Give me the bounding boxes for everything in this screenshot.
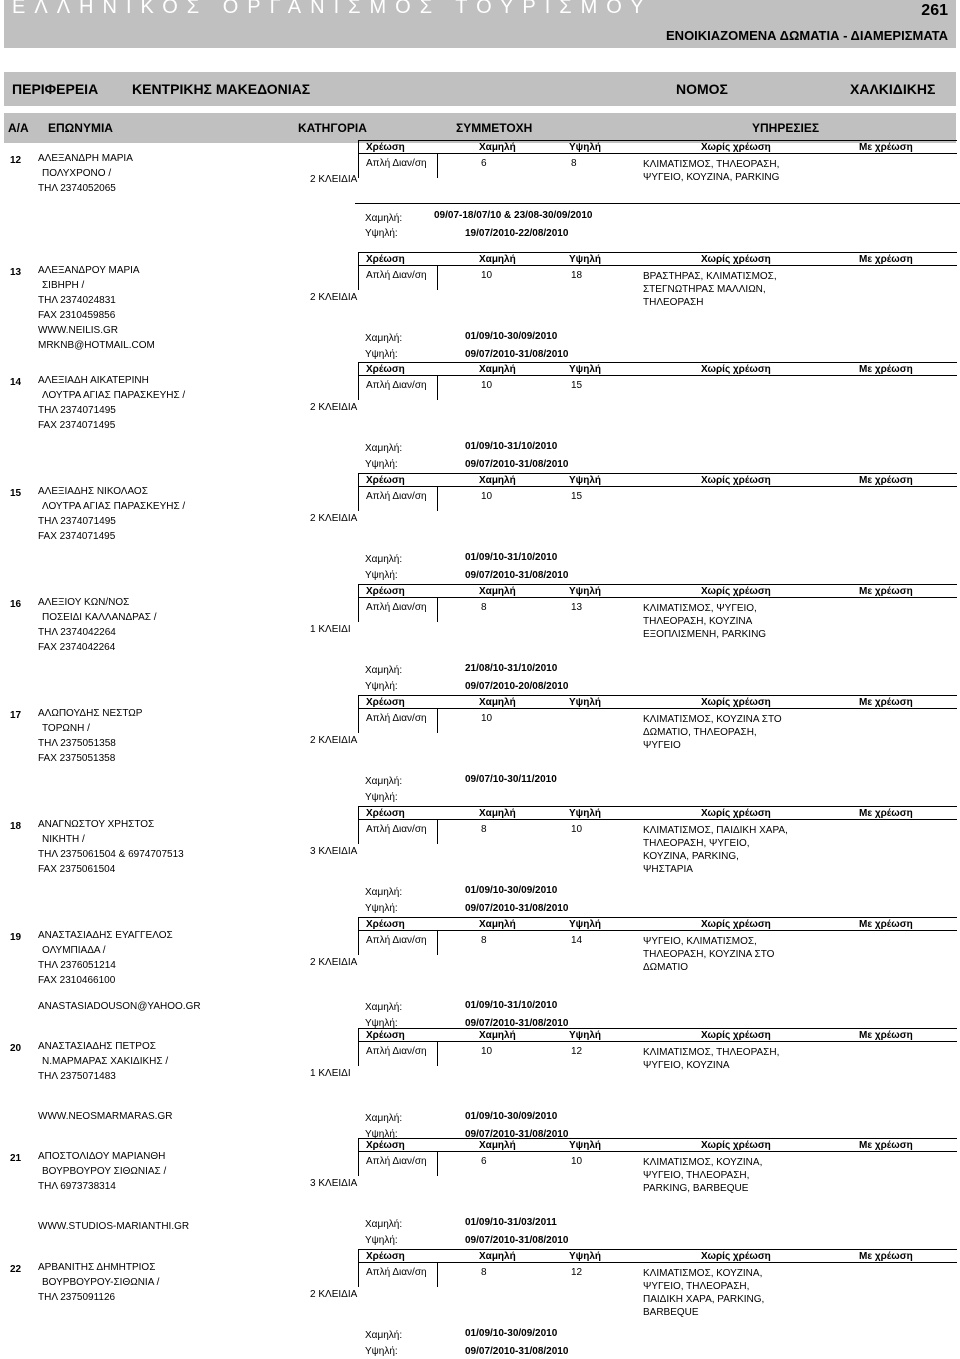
entry-name-line: ΤΟΡΩΝΗ / — [42, 723, 90, 734]
entry-name-line: ΟΛΥΜΠΙΑΔΑ / — [42, 945, 106, 956]
price-divider — [437, 486, 438, 511]
entry-service: ΚΛΙΜΑΤΙΣΜΟΣ, ΚΟΥΖΙΝΑ, — [643, 1157, 763, 1168]
season-high-value: 09/07/2010-31/08/2010 — [465, 570, 569, 581]
entry-service: ΠΑΙΔΙΚΗ ΧΑΡΑ, PARKING, — [643, 1294, 765, 1305]
col-name: ΕΠΩΝΥΜΙΑ — [48, 121, 113, 135]
entry-number: 20 — [10, 1043, 22, 1054]
entry-service: ΨΥΓΕΙΟ, ΤΗΛΕΟΡΑΣΗ, — [643, 1281, 750, 1292]
col-category: ΚΑΤΗΓΟΡΙΑ — [298, 121, 367, 135]
listing-entry — [0, 584, 960, 694]
price-mid-line — [359, 1041, 957, 1042]
entry-rooms: 3 ΚΛΕΙΔΙΑ — [310, 1178, 358, 1189]
season-low-label: Χαμηλή: — [365, 1330, 403, 1341]
season-low-value: 01/09/10-30/09/2010 — [465, 331, 558, 342]
entry-service: ΤΗΛΕΟΡΑΣΗ — [643, 297, 704, 308]
entry-name-line: ΑΝΑΣΤΑΣΙΑΔΗΣ ΕΥΑΓΓΕΛΟΣ — [38, 930, 173, 941]
price-header-no-charge: Χωρίς χρέωση — [701, 808, 771, 819]
price-divider — [437, 375, 438, 400]
entry-name-line: ΑΛΕΞΙΑΔΗΣ ΝΙΚΟΛΑΟΣ — [38, 486, 148, 497]
price-top-line — [359, 917, 957, 918]
page-header-bar — [4, 0, 956, 48]
price-header-low: Χαμηλή — [479, 697, 516, 708]
season-high-label: Υψηλή: — [365, 1129, 398, 1140]
price-low-value: 10 — [481, 380, 493, 391]
section-title: ΕΝΟΙΚΙΑΖΟΜΕΝΑ ΔΩΜΑΤΙΑ - ΔΙΑΜΕΡΙΣΜΑΤΑ — [666, 28, 948, 43]
season-low-label: Χαμηλή: — [365, 1219, 403, 1230]
price-header-charge: Χρέωση — [366, 808, 405, 819]
price-divider — [437, 1151, 438, 1176]
season-low-value: 01/09/10-30/09/2010 — [465, 885, 558, 896]
entry-rooms: 3 ΚΛΕΙΔΙΑ — [310, 846, 358, 857]
price-row-label: Απλή Διαν/ση — [366, 270, 427, 281]
entry-service: ΚΛΙΜΑΤΙΣΜΟΣ, ΤΗΛΕΟΡΑΣΗ, — [643, 159, 780, 170]
price-header-charge: Χρέωση — [366, 697, 405, 708]
price-mid-line — [359, 597, 957, 598]
entry-number: 12 — [10, 155, 22, 166]
price-header-low: Χαμηλή — [479, 808, 516, 819]
nomos-label: ΝΟΜΟΣ — [676, 81, 728, 97]
price-header-with-charge: Με χρέωση — [859, 808, 913, 819]
season-low-value: 01/09/10-31/10/2010 — [465, 441, 558, 452]
listing-entry — [0, 252, 960, 362]
price-header-charge: Χρέωση — [366, 475, 405, 486]
entry-name-line: ΑΛΕΞΑΝΔΡΟΥ ΜΑΡΙΑ — [38, 265, 140, 276]
listing-entry — [0, 140, 960, 250]
season-high-label: Υψηλή: — [365, 681, 398, 692]
entry-service: BARBEQUE — [643, 1307, 699, 1318]
price-header-low: Χαμηλή — [479, 919, 516, 930]
entry-contact: FAX 2374071495 — [38, 420, 116, 431]
price-top-line — [359, 695, 957, 696]
listing-entry — [0, 1138, 960, 1248]
price-header-with-charge: Με χρέωση — [859, 475, 913, 486]
price-header-no-charge: Χωρίς χρέωση — [701, 475, 771, 486]
price-low-value: 6 — [481, 1156, 487, 1167]
price-header-with-charge: Με χρέωση — [859, 919, 913, 930]
price-divider — [437, 708, 438, 733]
entry-rooms: 1 ΚΛΕΙΔΙ — [310, 1068, 351, 1079]
season-high-value: 09/07/2010-31/08/2010 — [465, 1235, 569, 1246]
price-header-low: Χαμηλή — [479, 1251, 516, 1262]
price-low-value: 6 — [481, 158, 487, 169]
entry-rooms: 1 ΚΛΕΙΔΙ — [310, 624, 351, 635]
entry-name-line: Ν.ΜΑΡΜΑΡΑΣ ΧΑΚΙΔΙΚΗΣ / — [42, 1056, 169, 1067]
price-header-no-charge: Χωρίς χρέωση — [701, 364, 771, 375]
price-header-no-charge: Χωρίς χρέωση — [701, 697, 771, 708]
entry-number: 19 — [10, 932, 22, 943]
price-header-charge: Χρέωση — [366, 1030, 405, 1041]
price-header-high: Υψηλή — [569, 697, 601, 708]
price-header-high: Υψηλή — [569, 142, 601, 153]
price-header-high: Υψηλή — [569, 586, 601, 597]
entry-contact: ΤΗΛ 2375071483 — [38, 1071, 116, 1082]
price-row-label: Απλή Διαν/ση — [366, 713, 427, 724]
entry-service: ΔΩΜΑΤΙΟ — [643, 962, 689, 973]
price-high-value: 18 — [571, 270, 583, 281]
price-header-charge: Χρέωση — [366, 364, 405, 375]
season-high-value: 09/07/2010-31/08/2010 — [465, 1018, 569, 1029]
entry-name-line: ΑΛΕΞΙΟΥ ΚΩΝ/ΝΟΣ — [38, 597, 130, 608]
entry-service: ΤΗΛΕΟΡΑΣΗ, ΚΟΥΖΙΝΑ ΣΤΟ — [643, 949, 775, 960]
price-high-value: 12 — [571, 1046, 583, 1057]
listing-entry — [0, 1028, 960, 1138]
price-header-charge: Χρέωση — [366, 254, 405, 265]
entry-contact: ΤΗΛ 2374071495 — [38, 516, 116, 527]
price-header-low: Χαμηλή — [479, 475, 516, 486]
listing-entry — [0, 806, 960, 916]
price-top-line — [359, 806, 957, 807]
season-high-value: 09/07/2010-31/08/2010 — [465, 459, 569, 470]
entry-rooms: 2 ΚΛΕΙΔΙΑ — [310, 957, 358, 968]
entry-name-line: ΛΟΥΤΡΑ ΑΓΙΑΣ ΠΑΡΑΣΚΕΥΗΣ / — [42, 390, 186, 401]
price-top-line — [359, 140, 957, 141]
season-low-label: Χαμηλή: — [365, 213, 403, 224]
price-table — [358, 362, 957, 400]
price-top-line — [359, 1028, 957, 1029]
season-low-label: Χαμηλή: — [365, 887, 403, 898]
entry-number: 15 — [10, 488, 22, 499]
season-high-value: 09/07/2010-20/08/2010 — [465, 681, 569, 692]
season-high-label: Υψηλή: — [365, 349, 398, 360]
price-divider — [437, 153, 438, 178]
price-mid-line — [359, 153, 957, 154]
price-high-value: 10 — [571, 1156, 583, 1167]
season-high-label: Υψηλή: — [365, 1018, 398, 1029]
price-row-label: Απλή Διαν/ση — [366, 491, 427, 502]
price-divider — [437, 930, 438, 955]
entry-contact: FAX 2374042264 — [38, 642, 116, 653]
season-high-value: 19/07/2010-22/08/2010 — [465, 228, 569, 239]
entry-contact: FAX 2375051358 — [38, 753, 116, 764]
season-high-value: 09/07/2010-31/08/2010 — [465, 1346, 569, 1357]
entry-name-line: ΣΙΒΗΡΗ / — [42, 280, 85, 291]
season-high-label: Υψηλή: — [365, 228, 398, 239]
entry-service: ΨΥΓΕΙΟ, ΚΟΥΖΙΝΑ, PARKING — [643, 172, 780, 183]
price-row-label: Απλή Διαν/ση — [366, 824, 427, 835]
price-header-high: Υψηλή — [569, 1030, 601, 1041]
season-high-value: 09/07/2010-31/08/2010 — [465, 349, 569, 360]
price-low-value: 10 — [481, 270, 493, 281]
price-mid-line — [359, 1262, 957, 1263]
entry-name-line: ΑΝΑΓΝΩΣΤΟΥ ΧΡΗΣΤΟΣ — [38, 819, 155, 830]
season-high-value: 09/07/2010-31/08/2010 — [465, 903, 569, 914]
entry-number: 17 — [10, 710, 22, 721]
price-header-low: Χαμηλή — [479, 142, 516, 153]
price-row-label: Απλή Διαν/ση — [366, 602, 427, 613]
column-header — [4, 113, 956, 143]
entry-number: 21 — [10, 1153, 22, 1164]
price-header-high: Υψηλή — [569, 1251, 601, 1262]
price-header-high: Υψηλή — [569, 1140, 601, 1151]
price-header-with-charge: Με χρέωση — [859, 364, 913, 375]
season-low-value: 01/09/10-31/03/2011 — [465, 1217, 557, 1228]
price-row-label: Απλή Διαν/ση — [366, 1156, 427, 1167]
entry-service: ΔΩΜΑΤΙΟ, ΤΗΛΕΟΡΑΣΗ, — [643, 727, 757, 738]
season-low-label: Χαμηλή: — [365, 665, 403, 676]
entry-service: ΕΞΟΠΛΙΣΜΕΝΗ, PARKING — [643, 629, 767, 640]
price-mid-line — [359, 486, 957, 487]
price-top-line — [359, 252, 957, 253]
price-high-value: 10 — [571, 824, 583, 835]
price-mid-line — [359, 375, 957, 376]
season-high-label: Υψηλή: — [365, 792, 398, 803]
entry-service: ΨΥΓΕΙΟ, ΚΟΥΖΙΝΑ — [643, 1060, 730, 1071]
price-header-no-charge: Χωρίς χρέωση — [701, 586, 771, 597]
price-top-line — [359, 1138, 957, 1139]
price-low-value: 10 — [481, 491, 493, 502]
price-top-line — [359, 584, 957, 585]
entry-contact: MRKNB@HOTMAIL.COM — [38, 340, 155, 351]
entry-contact: FAX 2374071495 — [38, 531, 116, 542]
price-header-with-charge: Με χρέωση — [859, 1251, 913, 1262]
entry-contact: FAX 2375061504 — [38, 864, 116, 875]
entry-name-line: ΑΛΕΞΙΑΔΗ ΑΙΚΑΤΕΡΙΝΗ — [38, 375, 149, 386]
price-high-value: 12 — [571, 1267, 583, 1278]
price-header-low: Χαμηλή — [479, 586, 516, 597]
price-top-line — [359, 362, 957, 363]
price-header-no-charge: Χωρίς χρέωση — [701, 1030, 771, 1041]
entry-name-line: ΒΟΥΡΒΟΥΡΟΥ-ΣΙΘΩΝΙΑ / — [42, 1277, 160, 1288]
entry-name-line: ΑΛΕΞΑΝΔΡΗ ΜΑΡΙΑ — [38, 153, 133, 164]
price-row-label: Απλή Διαν/ση — [366, 158, 427, 169]
season-high-label: Υψηλή: — [365, 1235, 398, 1246]
price-low-value: 10 — [481, 713, 493, 724]
price-mid-line — [359, 1151, 957, 1152]
listing-entry — [0, 917, 960, 1027]
listing-entry — [0, 473, 960, 583]
region-label: ΠΕΡΙΦΕΡΕΙΑ — [12, 81, 99, 97]
price-top-line — [359, 473, 957, 474]
season-divider — [355, 203, 960, 204]
entry-contact: ΤΗΛ 2375051358 — [38, 738, 116, 749]
price-row-label: Απλή Διαν/ση — [366, 380, 427, 391]
price-low-value: 8 — [481, 824, 487, 835]
price-divider — [437, 265, 438, 290]
entry-contact: FAX 2310459856 — [38, 310, 116, 321]
entry-service: ΚΛΙΜΑΤΙΣΜΟΣ, ΚΟΥΖΙΝΑ, — [643, 1268, 763, 1279]
entry-contact: ΤΗΛ 2374052065 — [38, 183, 116, 194]
entry-service: ΨΗΣΤΑΡΙΑ — [643, 864, 693, 875]
entry-web: WWW.NEOSMARMARAS.GR — [38, 1111, 173, 1122]
price-header-with-charge: Με χρέωση — [859, 1140, 913, 1151]
price-header-high: Υψηλή — [569, 808, 601, 819]
season-low-value: 09/07-18/07/10 & 23/08-30/09/2010 — [434, 210, 593, 221]
price-header-charge: Χρέωση — [366, 1140, 405, 1151]
price-header-no-charge: Χωρίς χρέωση — [701, 919, 771, 930]
season-low-label: Χαμηλή: — [365, 1002, 403, 1013]
entry-contact: ΤΗΛ 2375061504 & 6974707513 — [38, 849, 184, 860]
nomos-name: ΧΑΛΚΙΔΙΚΗΣ — [850, 81, 936, 97]
price-row-label: Απλή Διαν/ση — [366, 1046, 427, 1057]
price-divider — [437, 819, 438, 844]
price-row-label: Απλή Διαν/ση — [366, 1267, 427, 1278]
entry-rooms: 2 ΚΛΕΙΔΙΑ — [310, 174, 358, 185]
col-participation: ΣΥΜΜΕΤΟΧΗ — [456, 121, 533, 135]
price-header-high: Υψηλή — [569, 919, 601, 930]
entry-service: PARKING, BARBEQUE — [643, 1183, 749, 1194]
entry-number: 18 — [10, 821, 22, 832]
price-low-value: 8 — [481, 1267, 487, 1278]
price-header-with-charge: Με χρέωση — [859, 697, 913, 708]
entry-rooms: 2 ΚΛΕΙΔΙΑ — [310, 735, 358, 746]
page-number: 261 — [921, 2, 948, 19]
entry-service: ΨΥΓΕΙΟ, ΤΗΛΕΟΡΑΣΗ, — [643, 1170, 750, 1181]
price-header-charge: Χρέωση — [366, 1251, 405, 1262]
entry-rooms: 2 ΚΛΕΙΔΙΑ — [310, 292, 358, 303]
entry-service: ΚΛΙΜΑΤΙΣΜΟΣ, ΨΥΓΕΙΟ, — [643, 603, 757, 614]
price-divider — [437, 597, 438, 622]
entry-contact: ΤΗΛ 2374024831 — [38, 295, 116, 306]
entry-service: ΚΛΙΜΑΤΙΣΜΟΣ, ΤΗΛΕΟΡΑΣΗ, — [643, 1047, 780, 1058]
price-row-label: Απλή Διαν/ση — [366, 935, 427, 946]
season-low-label: Χαμηλή: — [365, 333, 403, 344]
col-aa: Α/Α — [8, 121, 29, 135]
entry-contact: ΤΗΛ 2376051214 — [38, 960, 116, 971]
entry-contact: ΤΗΛ 2374071495 — [38, 405, 116, 416]
price-header-charge: Χρέωση — [366, 586, 405, 597]
entry-web: WWW.STUDIOS-MARIANTHI.GR — [38, 1221, 190, 1232]
entry-service: ΤΗΛΕΟΡΑΣΗ, ΨΥΓΕΙΟ, — [643, 838, 750, 849]
season-high-label: Υψηλή: — [365, 459, 398, 470]
entry-name-line: ΠΟΣΕΙΔΙ ΚΑΛΛΑΝΔΡΑΣ / — [42, 612, 157, 623]
entry-name-line: ΝΙΚΗΤΗ / — [42, 834, 85, 845]
price-header-with-charge: Με χρέωση — [859, 1030, 913, 1041]
price-mid-line — [359, 265, 957, 266]
entry-contact: WWW.NEILIS.GR — [38, 325, 118, 336]
season-high-label: Υψηλή: — [365, 903, 398, 914]
entry-service: ΤΗΛΕΟΡΑΣΗ, ΚΟΥΖΙΝΑ — [643, 616, 753, 627]
price-high-value: 15 — [571, 491, 583, 502]
price-header-charge: Χρέωση — [366, 142, 405, 153]
price-table — [358, 473, 957, 511]
season-high-label: Υψηλή: — [365, 1346, 398, 1357]
price-header-charge: Χρέωση — [366, 919, 405, 930]
entry-service: ΚΛΙΜΑΤΙΣΜΟΣ, ΠΑΙΔΙΚΗ ΧΑΡΑ, — [643, 825, 788, 836]
price-header-with-charge: Με χρέωση — [859, 142, 913, 153]
entry-name-line: ΑΝΑΣΤΑΣΙΑΔΗΣ ΠΕΤΡΟΣ — [38, 1041, 156, 1052]
price-low-value: 10 — [481, 1046, 493, 1057]
season-high-label: Υψηλή: — [365, 570, 398, 581]
price-header-low: Χαμηλή — [479, 1140, 516, 1151]
price-divider — [437, 1262, 438, 1287]
season-low-value: 01/09/10-30/09/2010 — [465, 1328, 558, 1339]
season-low-label: Χαμηλή: — [365, 776, 403, 787]
entry-rooms: 2 ΚΛΕΙΔΙΑ — [310, 513, 358, 524]
price-low-value: 8 — [481, 935, 487, 946]
season-high-value: 09/07/2010-31/08/2010 — [465, 1129, 569, 1140]
season-low-value: 01/09/10-31/10/2010 — [465, 1000, 558, 1011]
price-header-low: Χαμηλή — [479, 364, 516, 375]
entry-name-line: ΛΟΥΤΡΑ ΑΓΙΑΣ ΠΑΡΑΣΚΕΥΗΣ / — [42, 501, 186, 512]
entry-service: ΒΡΑΣΤΗΡΑΣ, ΚΛΙΜΑΤΙΣΜΟΣ, — [643, 271, 777, 282]
entry-rooms: 2 ΚΛΕΙΔΙΑ — [310, 402, 358, 413]
price-top-line — [359, 1249, 957, 1250]
season-low-label: Χαμηλή: — [365, 443, 403, 454]
entry-service: ΣΤΕΓΝΩΤΗΡΑΣ ΜΑΛΛΙΩΝ, — [643, 284, 766, 295]
price-mid-line — [359, 708, 957, 709]
price-low-value: 8 — [481, 602, 487, 613]
season-low-value: 01/09/10-31/10/2010 — [465, 552, 558, 563]
entry-name-line: ΠΟΛΥΧΡΟΝΟ / — [42, 168, 112, 179]
price-divider — [437, 1041, 438, 1066]
entry-number: 22 — [10, 1264, 22, 1275]
entry-contact: FAX 2310466100 — [38, 975, 116, 986]
price-header-high: Υψηλή — [569, 475, 601, 486]
season-low-label: Χαμηλή: — [365, 554, 403, 565]
entry-rooms: 2 ΚΛΕΙΔΙΑ — [310, 1289, 358, 1300]
season-low-value: 09/07/10-30/11/2010 — [465, 774, 557, 785]
price-header-with-charge: Με χρέωση — [859, 586, 913, 597]
season-low-value: 01/09/10-30/09/2010 — [465, 1111, 558, 1122]
price-high-value: 13 — [571, 602, 583, 613]
entry-service: ΚΛΙΜΑΤΙΣΜΟΣ, ΚΟΥΖΙΝΑ ΣΤΟ — [643, 714, 782, 725]
entry-name-line: ΒΟΥΡΒΟΥΡΟΥ ΣΙΘΩΝΙΑΣ / — [42, 1166, 167, 1177]
price-high-value: 8 — [571, 158, 577, 169]
price-high-value: 15 — [571, 380, 583, 391]
price-header-high: Υψηλή — [569, 254, 601, 265]
season-low-label: Χαμηλή: — [365, 1113, 403, 1124]
price-header-low: Χαμηλή — [479, 254, 516, 265]
price-high-value: 14 — [571, 935, 583, 946]
entry-name-line: ΑΡΒΑΝΙΤΗΣ ΔΗΜΗΤΡΙΟΣ — [38, 1262, 156, 1273]
price-header-no-charge: Χωρίς χρέωση — [701, 1251, 771, 1262]
listing-entry — [0, 695, 960, 805]
entry-service: ΚΟΥΖΙΝΑ, PARKING, — [643, 851, 739, 862]
entry-service: ΨΥΓΕΙΟ, ΚΛΙΜΑΤΙΣΜΟΣ, — [643, 936, 757, 947]
entry-name-line: ΑΛΩΠΟΥΔΗΣ ΝΕΣΤΩΡ — [38, 708, 143, 719]
price-header-no-charge: Χωρίς χρέωση — [701, 254, 771, 265]
entry-name-line: ΑΠΟΣΤΟΛΙΔΟΥ ΜΑΡΙΑΝΘΗ — [38, 1151, 166, 1162]
entry-number: 16 — [10, 599, 22, 610]
price-header-low: Χαμηλή — [479, 1030, 516, 1041]
region-bar — [4, 72, 956, 106]
entry-contact: ΤΗΛ 2374042264 — [38, 627, 116, 638]
listing-entry — [0, 362, 960, 472]
price-header-with-charge: Με χρέωση — [859, 254, 913, 265]
entry-number: 14 — [10, 377, 22, 388]
entry-contact: ΤΗΛ 2375091126 — [38, 1292, 116, 1303]
entry-contact: ΤΗΛ 6973738314 — [38, 1181, 116, 1192]
organization-title: ΕΛΛΗΝΙΚΟΣ ΟΡΓΑΝΙΣΜΟΣ ΤΟΥΡΙΣΜΟΥ — [12, 0, 653, 18]
price-header-no-charge: Χωρίς χρέωση — [701, 1140, 771, 1151]
price-header-high: Υψηλή — [569, 364, 601, 375]
region-name: ΚΕΝΤΡΙΚΗΣ ΜΑΚΕΔΟΝΙΑΣ — [132, 81, 311, 97]
col-services: ΥΠΗΡΕΣΙΕΣ — [752, 121, 820, 135]
entry-service: ΨΥΓΕΙΟ — [643, 740, 681, 751]
season-low-value: 21/08/10-31/10/2010 — [465, 663, 558, 674]
entry-number: 13 — [10, 267, 22, 278]
listing-entry — [0, 1249, 960, 1359]
price-mid-line — [359, 930, 957, 931]
price-header-no-charge: Χωρίς χρέωση — [701, 142, 771, 153]
price-mid-line — [359, 819, 957, 820]
entry-web: ANASTASIADOUSON@YAHOO.GR — [38, 1001, 201, 1012]
